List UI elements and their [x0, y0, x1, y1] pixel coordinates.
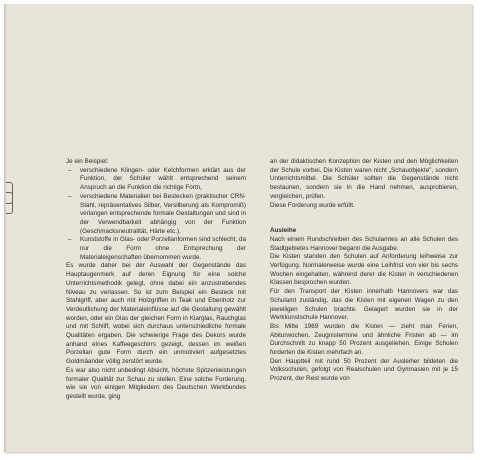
- body-paragraph: Diese Forderung wurde erfüllt.: [270, 201, 355, 209]
- document-page: [4, 4, 472, 452]
- staple-icon: [6, 192, 13, 214]
- left-column: [66, 158, 246, 402]
- body-paragraph: an der didaktischen Konzeption der Kisten und den Möglichkeiten der Schule vorbei. Die Kisten waren nicht „Schauobjekte", sondern Unterrichtsmittel. Die Schüler sollten die Gegenstände nicht bestaunen, sondern sie in die Hand nehmen, ausprobieren, vergleichen, prüfen.: [270, 158, 458, 200]
- page-spine: [4, 4, 7, 452]
- body-paragraph: Nach einem Rundschreiben des Schulamtes an alle Schulen des Stadtgebietes Hannover begann die Ausgabe.: [270, 235, 458, 252]
- section-heading: Ausleihe: [270, 227, 297, 235]
- section-gap: [270, 210, 458, 227]
- body-paragraph: Es war also nicht unbedingt Absicht, höchste Spitzenleistungen formaler Qualität zur Schau zu stellen. Eine solche Forderung, wie sie von einigen Mitgliedern des Deutschen Werkbundes gestellt wurde, ging: [66, 366, 246, 400]
- list-item: – verschiedene Klingen- oder Kelchformen erklärt aus der Funktion, der Schüler wählt entsprechend seinem Anspruch an die Funktion die richtige Form,: [66, 167, 246, 193]
- body-paragraph: Den Hauptteil mit rund 50 Prozent der Ausleiher bildeten die Volksschulen, gefolgt von Realschulen und Gymnasien mit je 15 Prozent, der Rest wurde von: [270, 357, 458, 383]
- body-paragraph: Bis Mitte 1969 wurden die Kisten — zieht man Ferien, Abiturwochen, Zeugnistermine und ähnliche Fristen ab — im Durchschnitt zu knapp 50 Prozent ausgeliehen. Einige Schulen forderten die Kisten mehrfach an.: [270, 322, 458, 357]
- list-item: – verschiedene Materialien bei Bestecken (praktischer CRN-Stahl, repräsentatives Silber, Versilberung als Kompromiß) verlangen entsprechende formale Gestaltungen und sind in der Verwendbarkeit abhängig von der Funktion (Geschmacksneutralität, Härte etc.).: [66, 193, 246, 237]
- intro-text: Je ein Beispiel:: [66, 158, 109, 165]
- right-column: [270, 158, 458, 384]
- body-paragraph: Die Kisten standen den Schulen auf Anforderung leihweise zur Verfügung. Normalerweise wurde eine Leihfrist von vier bis sechs Wochen eingehalten, während derer die Kisten in verschiedenen Klassen besprochen wurden.: [270, 253, 458, 287]
- example-list: [66, 167, 246, 263]
- body-paragraph: Für den Transport der Kisten innerhalb Hannovers war das Schulamt zuständig, das die Kisten mit eigenen Wagen zu den jeweiligen Schulen brachte. Gelagert wurden sie in der Werkkunstschule Hannover.: [270, 288, 458, 322]
- body-paragraph: Es wurde daher bei der Auswahl der Gegenstände das Hauptaugenmerk auf deren Eignung für eine solche Unterrichtsmethodik gelegt, ohne dabei ein anzustrebendes Niveau zu verlassen. So ist zum Beispiel ein Besteck mit Stahlgriff, aber auch mit Holzgriffen in Teak und Ebenholz zur Verdeutlichung der Materialeinflüsse auf die Gestaltung gewählt worden, oder ein Glas der gleichen Form in Klarglas, Rauchglas und mit Schliff, wobei sich durchaus unterschiedliche formale Qualitäten ergaben. Die schwierige Frage des Dekors wurde anhand eines Kaffeegeschirrs gezeigt, dessen im weißen Porzellan gute Form durch ein unmotiviert aufgesetztes Goldmäander völlig zerstört wurde.: [66, 262, 246, 366]
- list-item: – Kunststoffe in Glas- oder Porzellanformen sind schlecht, da nur die Form ohne Entsprechung der Materialeigenschaften übernommen wurde.: [66, 236, 246, 262]
